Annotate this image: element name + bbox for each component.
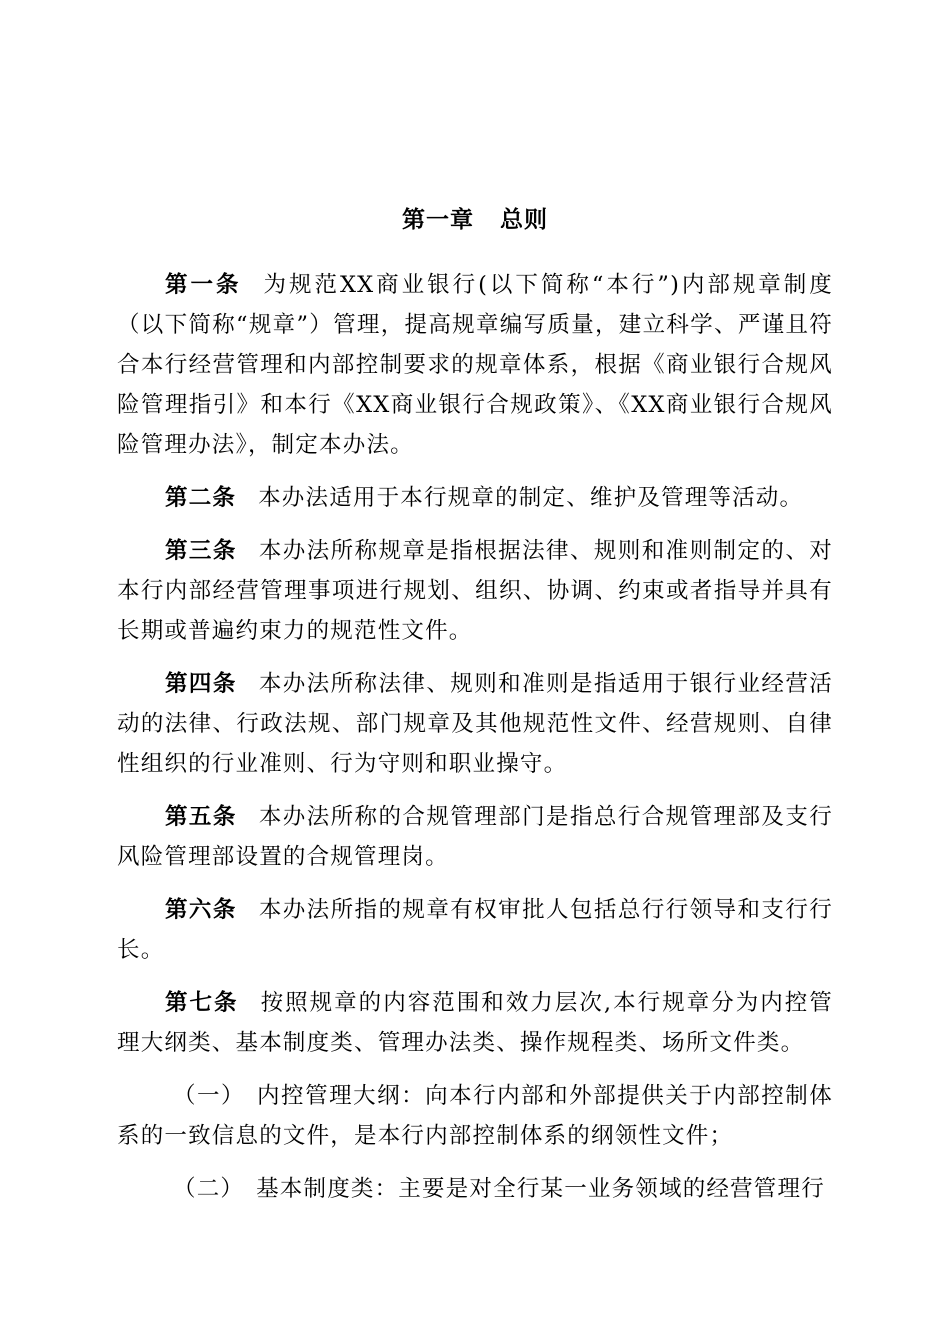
- article-number: 第五条: [165, 804, 237, 830]
- chapter-title: [0, 200, 950, 240]
- item-2: [117, 1169, 833, 1209]
- article-text: 本办法适用于本行规章的制定、维护及管理等活动。: [258, 485, 804, 511]
- article-3: [117, 531, 833, 651]
- article-7: [117, 983, 833, 1063]
- item-number: （二）: [173, 1176, 245, 1202]
- article-number: 第一条: [165, 272, 242, 298]
- article-text: 为规范XX商业银行(以下简称“本行”)内部规章制度（以下简称“规章”）管理，提高规章编写质量，建立科学、严谨且符合本行经营管理和内部控制要求的规章体系，根据《商业银行合规风险管理指引》和本行《XX商业银行合规政策》、《XX商业银行合规风险管理办法》，制定本办法。: [117, 272, 833, 458]
- chapter-number: 第一章: [402, 206, 474, 233]
- article-number: 第四条: [165, 671, 237, 697]
- article-number: 第七条: [165, 990, 239, 1016]
- item-1: [117, 1076, 833, 1156]
- article-text: 按照规章的内容范围和效力层次,本行规章分为内控管理大纲类、基本制度类、管理办法类、操作规程类、场所文件类。: [117, 990, 833, 1056]
- article-number: 第六条: [165, 897, 237, 923]
- article-1: [117, 265, 833, 465]
- item-number: （一）: [173, 1083, 246, 1109]
- document-body: [117, 265, 833, 1222]
- article-2: [117, 478, 833, 518]
- article-text: 本办法所称法律、规则和准则是指适用于银行业经营活动的法律、行政法规、部门规章及其他规范性文件、经营规则、自律性组织的行业准则、行为守则和职业操守。: [117, 671, 833, 777]
- article-6: [117, 890, 833, 970]
- article-text: 本办法所称的合规管理部门是指总行合规管理部及支行风险管理部设置的合规管理岗。: [117, 804, 833, 870]
- article-4: [117, 664, 833, 784]
- item-text: 基本制度类：主要是对全行某一业务领域的经营管理行: [256, 1176, 825, 1202]
- article-text: 本办法所称规章是指根据法律、规则和准则制定的、对本行内部经营管理事项进行规划、组织、协调、约束或者指导并具有长期或普遍约束力的规范性文件。: [117, 538, 833, 644]
- article-number: 第二条: [165, 485, 237, 511]
- chapter-name: 总则: [500, 206, 548, 233]
- article-text: 本办法所指的规章有权审批人包括总行行领导和支行行长。: [117, 897, 833, 963]
- article-5: [117, 797, 833, 877]
- item-text: 内控管理大纲：向本行内部和外部提供关于内部控制体系的一致信息的文件，是本行内部控制体系的纲领性文件；: [117, 1083, 833, 1149]
- article-number: 第三条: [165, 538, 237, 564]
